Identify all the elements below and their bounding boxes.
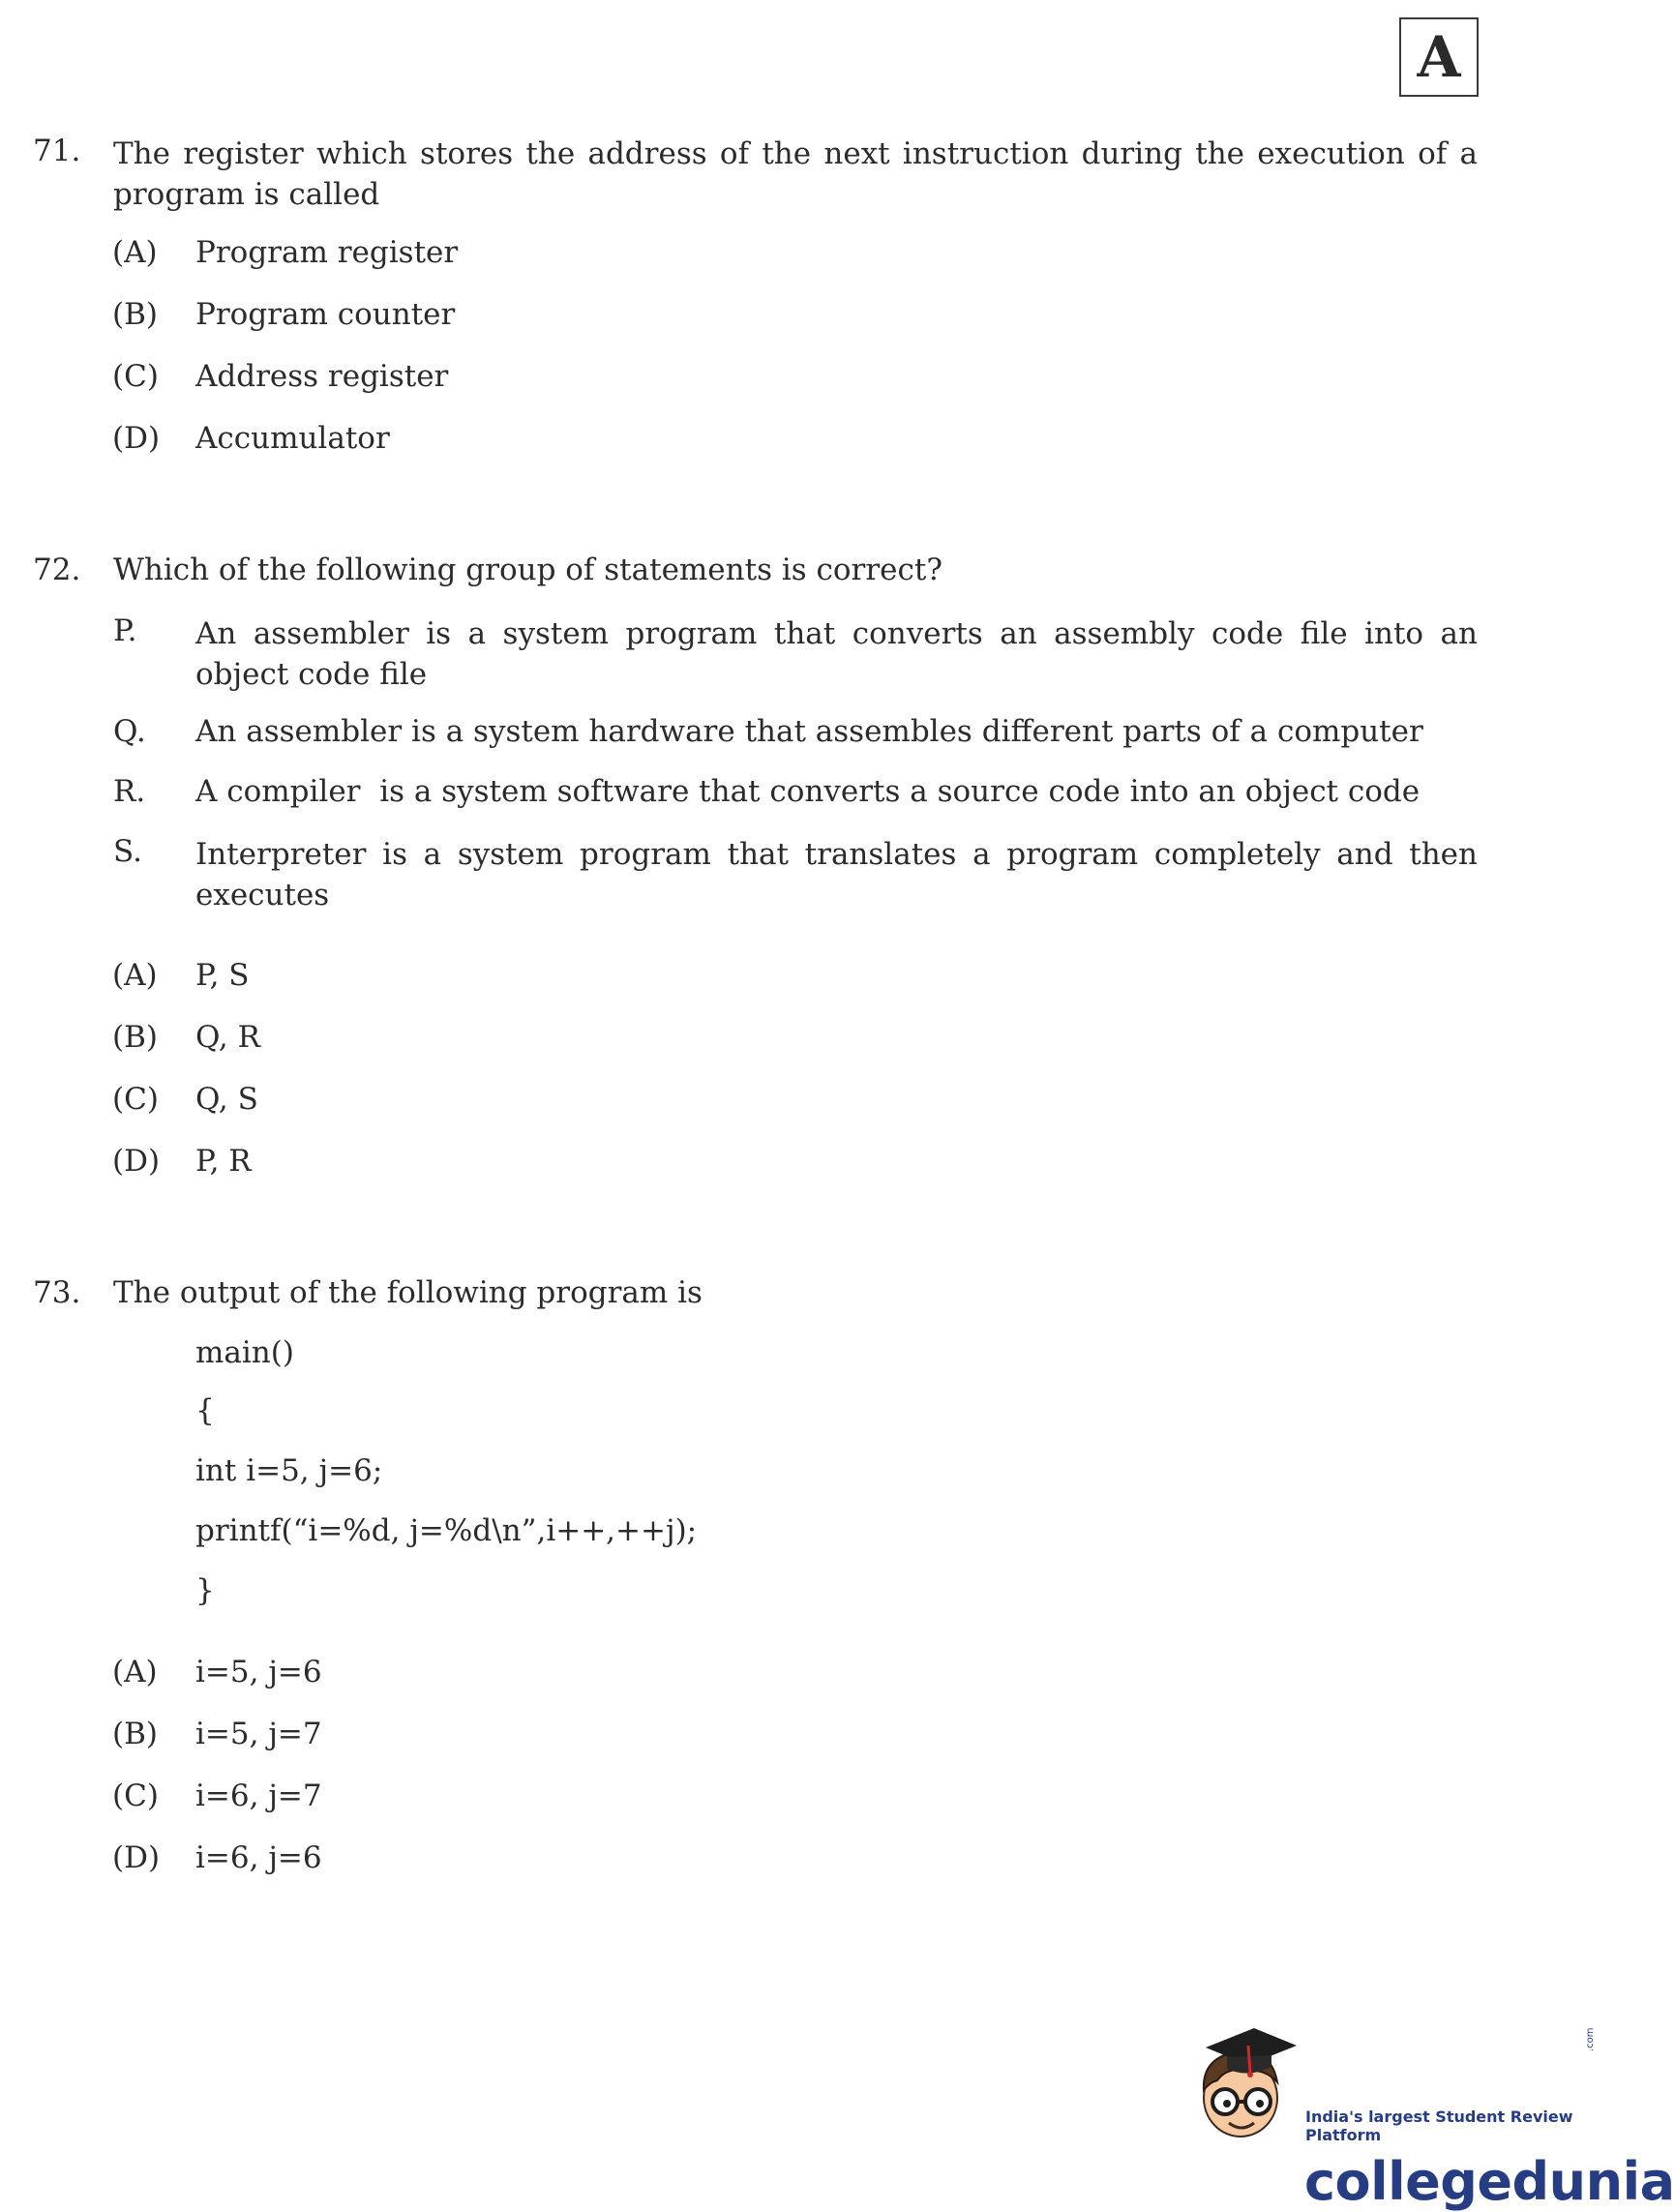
option-text: i=5, j=6 [195, 1655, 322, 1689]
question-text: The output of the following program is [113, 1275, 703, 1310]
statement-label: P. [113, 613, 137, 648]
option-text: P, S [195, 958, 250, 993]
collegedunia-watermark [1188, 2022, 1675, 2212]
option-label: (B) [112, 297, 158, 332]
question-number: 72. [33, 553, 81, 587]
statement-label: Q. [113, 714, 146, 749]
question-number: 71. [33, 134, 81, 168]
question-number: 73. [33, 1275, 81, 1310]
brand-domain-suffix: .com [1585, 2027, 1596, 2051]
option-text: Address register [195, 359, 449, 394]
option-text: Q, S [195, 1082, 258, 1117]
option-label: (A) [112, 958, 158, 993]
student-mascot-icon [1188, 2022, 1304, 2143]
option-label: (C) [112, 1779, 159, 1813]
option-label: (D) [112, 1840, 161, 1875]
option-text: Accumulator [195, 421, 390, 456]
option-text: i=5, j=7 [195, 1717, 322, 1751]
option-label: (B) [112, 1020, 158, 1055]
statement-text: An assembler is a system program that converts an assembly code file into an object code file [195, 616, 1478, 692]
statement-text: Interpreter is a system program that translates a program completely and then executes [195, 837, 1478, 912]
option-text: P, R [195, 1144, 252, 1179]
option-label: (C) [112, 1082, 159, 1117]
code-line: printf(“i=%d, j=%d\n”,i++,++j); [195, 1513, 698, 1548]
option-label: (A) [112, 1655, 158, 1689]
statement-label: R. [113, 774, 146, 809]
option-label: (A) [112, 235, 158, 270]
option-text: i=6, j=6 [195, 1840, 322, 1875]
option-label: (C) [112, 359, 159, 394]
option-text: Q, R [195, 1020, 260, 1055]
brand-tagline: India's largest Student Review Platform [1305, 2107, 1573, 2144]
statement-label: S. [113, 834, 142, 869]
question-text: Which of the following group of statements is correct? [113, 553, 942, 587]
option-text: Program counter [195, 297, 456, 332]
brand-name: collegedunia [1304, 2151, 1675, 2212]
option-label: (D) [112, 421, 161, 456]
option-label: (B) [112, 1717, 158, 1751]
statement-text: An assembler is a system hardware that assembles different parts of a computer [195, 714, 1423, 749]
code-line: main() [195, 1335, 294, 1370]
option-text: Program register [195, 235, 459, 270]
code-line: int i=5, j=6; [195, 1453, 383, 1488]
question-text: The register which stores the address of the next instruction during the execution of a program is called [113, 136, 1478, 212]
question-set-label: A [1399, 17, 1479, 97]
statement-text: A compiler is a system software that converts a source code into an object code [195, 774, 1421, 809]
code-line: { [195, 1393, 215, 1428]
code-line: } [195, 1573, 215, 1608]
option-text: i=6, j=7 [195, 1779, 322, 1813]
option-label: (D) [112, 1144, 161, 1179]
